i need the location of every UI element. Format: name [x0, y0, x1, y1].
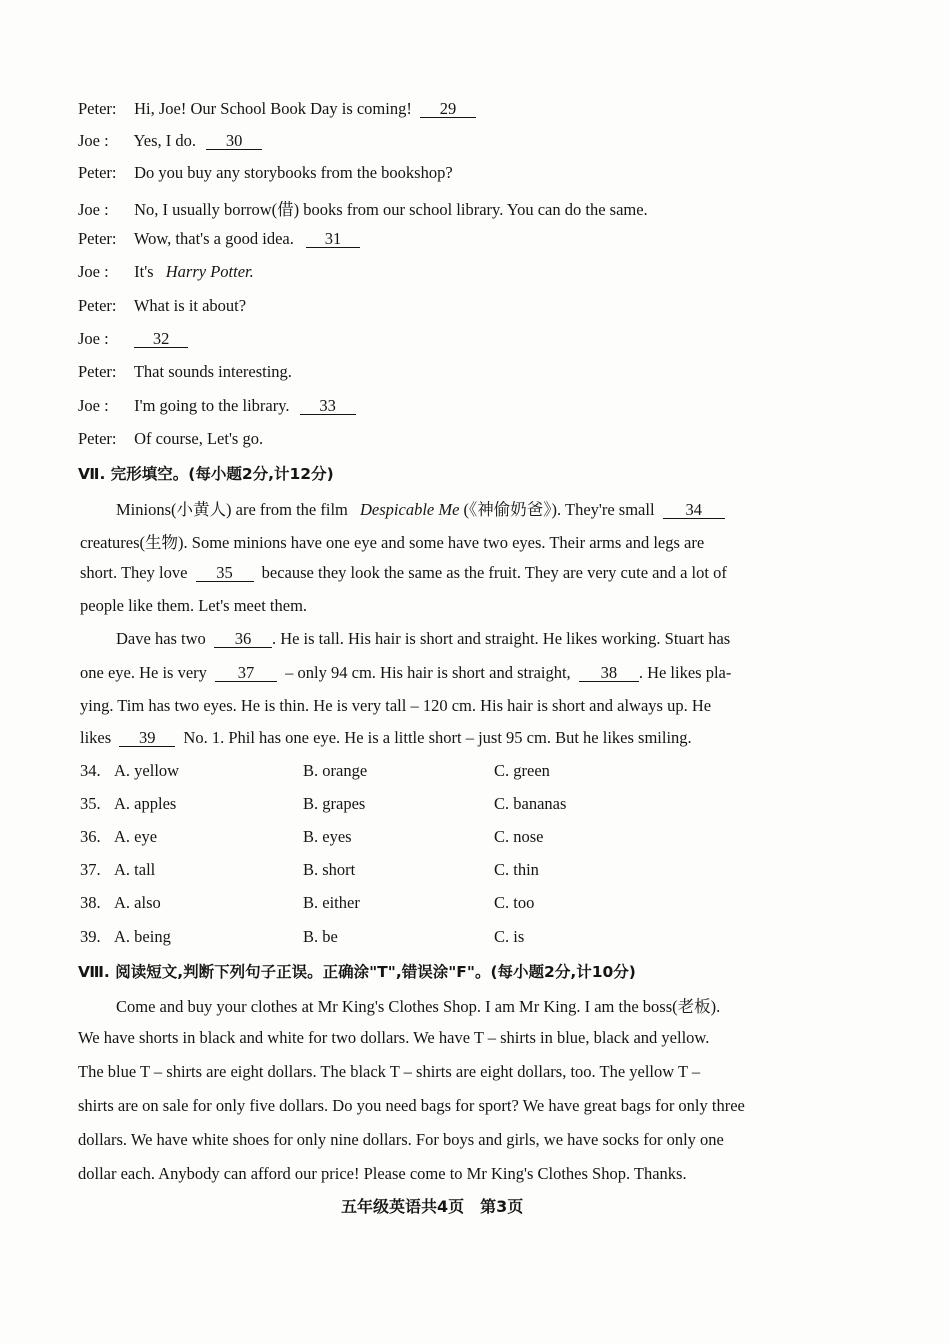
passage-text: Minions(小黄人) are from the film	[116, 500, 348, 519]
speaker: Joe :	[78, 396, 109, 415]
dialogue-line	[78, 131, 262, 151]
speaker: Joe :	[78, 200, 109, 219]
book-title: Harry Potter.	[165, 262, 254, 281]
dialogue-text: Do you buy any storybooks from the bookshop?	[134, 163, 453, 182]
option-a[interactable]: A. also	[114, 893, 161, 912]
dialogue-text: Yes, I do.	[133, 131, 197, 150]
passage-line: We have shorts in black and white for two dollars. We have T – shirts in blue, black and yellow.	[78, 1028, 710, 1047]
passage-text: No. 1. Phil has one eye. He is a little short – just 95 cm. But he likes smiling.	[183, 728, 692, 747]
option-c[interactable]: C. thin	[494, 860, 539, 879]
question-number: 34.	[80, 761, 101, 780]
speaker: Joe :	[78, 131, 109, 150]
passage-text: (《神偷奶爸》). They're small	[463, 500, 655, 519]
answer-blank: 31	[306, 230, 360, 248]
answer-blank: 37	[215, 664, 277, 682]
option-c[interactable]: C. is	[494, 927, 525, 946]
speaker: Peter:	[78, 229, 117, 248]
dialogue-text: Of course, Let's go.	[134, 429, 264, 448]
dialogue-line	[78, 362, 292, 382]
answer-blank: 33	[300, 397, 356, 415]
passage-line: The blue T – shirts are eight dollars. The black T – shirts are eight dollars, too. The yellow T –	[78, 1062, 701, 1081]
dialogue-text: I'm going to the library.	[134, 396, 290, 415]
answer-blank: 35	[196, 564, 254, 582]
speaker: Joe :	[78, 329, 109, 348]
passage-line	[116, 629, 730, 649]
speaker: Joe :	[78, 262, 109, 281]
question-number: 35.	[80, 794, 101, 813]
question-number: 38.	[80, 893, 101, 912]
speaker: Peter:	[78, 429, 117, 448]
section-title: Ⅶ. 完形填空。(每小题2分,计12分)	[78, 465, 334, 483]
answer-blank: 36	[214, 630, 272, 648]
passage-text: Dave has two	[116, 629, 206, 648]
option-a[interactable]: A. apples	[114, 794, 177, 813]
dialogue-text: That sounds interesting.	[133, 362, 292, 381]
passage-text: because they look the same as the fruit. They are very cute and a lot of	[261, 563, 727, 582]
answer-blank: 29	[420, 100, 476, 118]
speaker: Peter:	[78, 296, 117, 315]
dialogue-line	[78, 296, 246, 316]
dialogue-line	[78, 329, 188, 349]
passage-line: dollar each. Anybody can afford our price! Please come to Mr King's Clothes Shop. Thanks.	[78, 1164, 687, 1183]
option-c[interactable]: C. green	[494, 761, 550, 780]
option-a[interactable]: A. yellow	[114, 761, 180, 780]
speaker: Peter:	[78, 362, 117, 381]
dialogue-text: No, I usually borrow(借) books from our school library. You can do the same.	[134, 200, 648, 219]
option-c[interactable]: C. too	[494, 893, 535, 912]
option-a[interactable]: A. tall	[114, 860, 156, 879]
dialogue-line	[78, 229, 360, 249]
option-b[interactable]: B. grapes	[303, 794, 366, 813]
option-a[interactable]: A. being	[114, 927, 171, 946]
passage-line	[80, 663, 731, 683]
passage-text: – only 94 cm. His hair is short and straight,	[285, 663, 571, 682]
option-b[interactable]: B. orange	[303, 761, 368, 780]
speaker: Peter:	[78, 99, 117, 118]
dialogue-line	[78, 396, 356, 416]
question-number: 39.	[80, 927, 101, 946]
passage-text: short. They love	[80, 563, 188, 582]
dialogue-text: What is it about?	[133, 296, 247, 315]
option-c[interactable]: C. nose	[494, 827, 544, 846]
speaker: Peter:	[78, 163, 117, 182]
answer-blank: 34	[663, 501, 725, 519]
passage-text: likes	[80, 728, 112, 747]
passage-line	[80, 728, 692, 748]
option-b[interactable]: B. either	[303, 893, 360, 912]
passage-text: . He is tall. His hair is short and straight. He likes working. Stuart has	[271, 629, 731, 648]
passage-line: Come and buy your clothes at Mr King's Clothes Shop. I am Mr King. I am the boss(老板).	[116, 997, 721, 1016]
dialogue-line	[78, 163, 453, 183]
page-footer: 五年级英语共4页 第3页	[341, 1197, 524, 1216]
passage-line	[116, 496, 725, 520]
dialogue-text: It's	[134, 262, 154, 281]
film-title: Despicable Me	[360, 500, 460, 519]
option-b[interactable]: B. short	[303, 860, 356, 879]
passage-line	[80, 563, 727, 583]
dialogue-text: Hi, Joe! Our School Book Day is coming!	[134, 99, 412, 118]
passage-line: shirts are on sale for only five dollars. Do you need bags for sport? We have great bags for only three	[78, 1096, 745, 1115]
passage-text: one eye. He is very	[80, 663, 207, 682]
dialogue-line	[78, 196, 648, 220]
option-b[interactable]: B. be	[303, 927, 338, 946]
answer-blank: 38	[579, 664, 639, 682]
answer-blank: 32	[134, 330, 188, 348]
question-number: 36.	[80, 827, 101, 846]
passage-line: people like them. Let's meet them.	[80, 596, 308, 615]
answer-blank: 39	[119, 729, 175, 747]
answer-blank: 30	[206, 132, 262, 150]
option-b[interactable]: B. eyes	[303, 827, 352, 846]
dialogue-text: Wow, that's a good idea.	[133, 229, 294, 248]
question-number: 37.	[80, 860, 101, 879]
dialogue-line	[78, 429, 263, 449]
passage-text: . He likes pla-	[638, 663, 732, 682]
passage-line: dollars. We have white shoes for only nine dollars. For boys and girls, we have socks for only one	[78, 1130, 724, 1149]
dialogue-line	[78, 262, 254, 282]
option-a[interactable]: A. eye	[114, 827, 158, 846]
dialogue-line	[78, 99, 476, 119]
passage-line: creatures(生物). Some minions have one eye and some have two eyes. Their arms and legs are	[80, 533, 705, 552]
section-title: Ⅷ. 阅读短文,判断下列句子正误。正确涂"T",错误涂"F"。(每小题2分,计10分)	[78, 963, 636, 981]
option-c[interactable]: C. bananas	[494, 794, 567, 813]
passage-line: ying. Tim has two eyes. He is thin. He is very tall – 120 cm. His hair is short and always up. He	[80, 696, 712, 715]
